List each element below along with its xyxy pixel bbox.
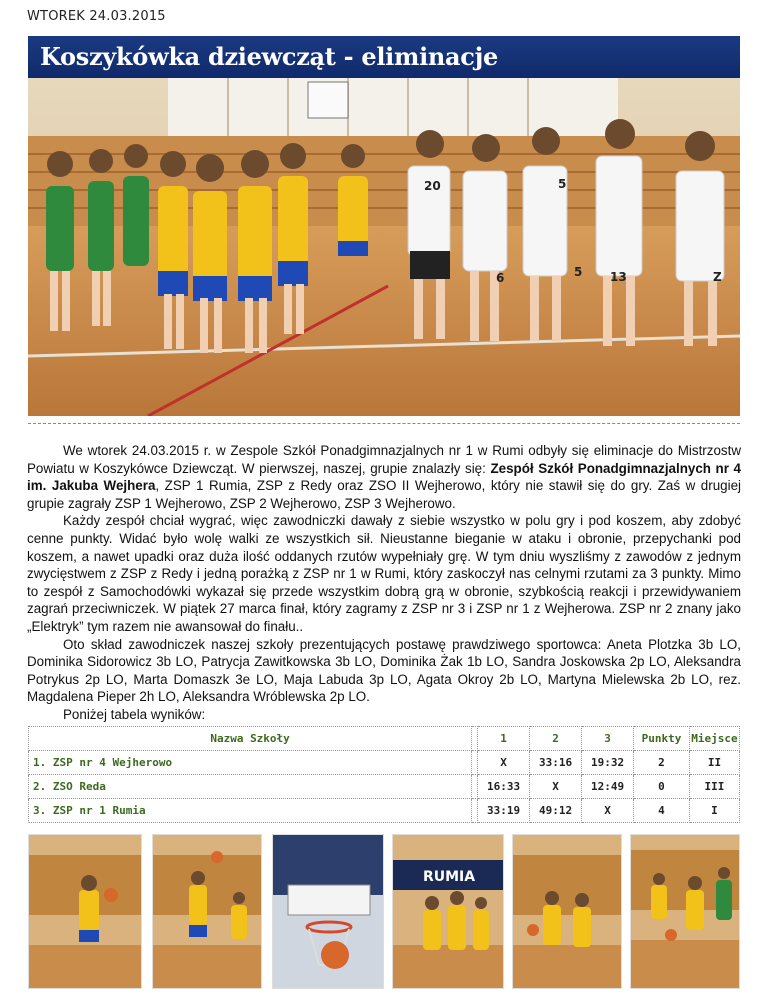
photo-gallery: [28, 834, 740, 989]
team-photo-illustration: [28, 36, 740, 416]
gallery-photo[interactable]: [272, 834, 384, 989]
score-cell: X: [478, 751, 530, 775]
photo-illustration: [393, 835, 504, 989]
photo-illustration: [513, 835, 622, 989]
article-date: WTOREK 24.03.2015: [27, 9, 166, 24]
jersey-number: Z: [713, 270, 722, 284]
points-cell: 4: [634, 799, 690, 823]
place-cell: III: [689, 775, 739, 799]
article-body: [27, 442, 741, 724]
points-cell: 2: [634, 751, 690, 775]
gallery-photo[interactable]: [28, 834, 142, 989]
score-cell: 33:16: [530, 751, 582, 775]
points-cell: 0: [634, 775, 690, 799]
school-name-bold: Zespół Szkół Ponadgimnazjalnych nr 4 im. Jakuba Wejhera: [27, 460, 741, 494]
gallery-photo[interactable]: [630, 834, 740, 989]
gallery-photo[interactable]: [392, 834, 504, 989]
paragraph-3: Oto skład zawodniczek naszej szkoły prezentujących postawę prawdziwego sportowca: Aneta Plotzka 3b LO, Dominika Sidorowicz 3b LO, Patrycja Zawitkowska 3b LO, Dominika Żak 1b LO, Sandra Joskowska 2p LO, Aleksandra Potrykus 2p LO, Marta Domaszk 3e LO, Maja Labuda 3p LO, Agata Okroy 2b LO, Martyna Mielewska 2b LO, rez. Magdalena Pieper 2h LO, Aleksandra Wróblewska 2p LO.: [27, 636, 741, 705]
jersey-number: 6: [496, 271, 505, 285]
gym-sign-text: RUMIA: [422, 869, 476, 885]
title-banner: [28, 36, 740, 78]
score-cell: 19:32: [582, 751, 634, 775]
photo-illustration: [631, 835, 740, 989]
paragraph-1-text: We wtorek 24.03.2015 r. w Zespole Szkół Ponadgimnazjalnych nr 1 w Rumi odbyły się eliminacje do Mistrzostw Powiatu w Koszykówce Dziewcząt. W pierwszej, naszej, grupie znalazły się:: [27, 443, 741, 476]
score-cell: X: [582, 799, 634, 823]
header-col-3: 3: [582, 727, 634, 751]
score-cell: X: [530, 775, 582, 799]
header-school: Nazwa Szkoły: [29, 727, 472, 751]
header-col-2: 2: [530, 727, 582, 751]
photo-illustration: [29, 835, 142, 989]
banner-title: Koszykówka dziewcząt - eliminacje: [40, 42, 498, 71]
score-cell: 49:12: [530, 799, 582, 823]
hero-photo: [28, 36, 740, 416]
jersey-number: 5: [558, 177, 567, 191]
place-cell: II: [689, 751, 739, 775]
paragraph-2: Każdy zespół chciał wygrać, więc zawodniczki dawały z siebie wszystko w polu gry i pod koszem, aby zdobyć cenne punkty. Widać było wolę walki ze wszystkich sił. Nieustanne bieganie w ataku i obronie, przepychanki pod koszem, a nawet upadki oraz duża ilość oddanych rzutów wypełniały grę. W tym dniu wyszliśmy z zawodów z jednym zwycięstwem z ZSP z Redy i jedną porażką z ZSP nr 1 w Rumi, który zaskoczył nas celnymi rzutami za 3 punkty. Mimo to zespół z Samochodówki wykazał się przede wszystkim dobrą grą w obronie, szybkością reakcji i przewidywaniem zagrań przeciwniczek. W piątek 27 marca finał, który zagramy z ZSP nr 3 i ZSP nr 1 z Wejherowa. ZSP nr 2 znany jako „Elektryk” tym razem nie awansował do finału..: [27, 513, 741, 634]
jersey-number: 5: [574, 265, 583, 279]
table-row: [29, 751, 740, 775]
header-col-1: 1: [478, 727, 530, 751]
photo-illustration: [273, 835, 384, 989]
photo-illustration: [153, 835, 262, 989]
gallery-photo[interactable]: [152, 834, 262, 989]
gallery-photo[interactable]: [512, 834, 622, 989]
score-cell: 16:33: [478, 775, 530, 799]
table-header-row: [29, 727, 740, 751]
results-table: [28, 726, 740, 823]
paragraph-1: [27, 442, 741, 512]
score-cell: 12:49: [582, 775, 634, 799]
score-cell: 33:19: [478, 799, 530, 823]
paragraph-4: Poniżej tabela wyników:: [63, 706, 206, 722]
paragraph-1-text-end: , ZSP 1 Rumia, ZSP z Redy oraz ZSO II Wejherowo, który nie stawił się do gry. Zaś w drugiej grupie zagrały ZSP 1 Wejherowo, ZSP 2 Wejherowo, ZSP 3 Wejherowo.: [27, 478, 741, 511]
header-place: Miejsce: [689, 727, 739, 751]
table-row: [29, 799, 740, 823]
table-row: [29, 775, 740, 799]
jersey-number: 20: [424, 179, 441, 193]
header-points: Punkty: [634, 727, 690, 751]
school-name: 2. ZSO Reda: [29, 775, 472, 799]
school-name: 3. ZSP nr 1 Rumia: [29, 799, 472, 823]
place-cell: I: [689, 799, 739, 823]
school-name: 1. ZSP nr 4 Wejherowo: [29, 751, 472, 775]
jersey-number: 13: [610, 270, 627, 284]
dashed-divider: [28, 423, 740, 424]
